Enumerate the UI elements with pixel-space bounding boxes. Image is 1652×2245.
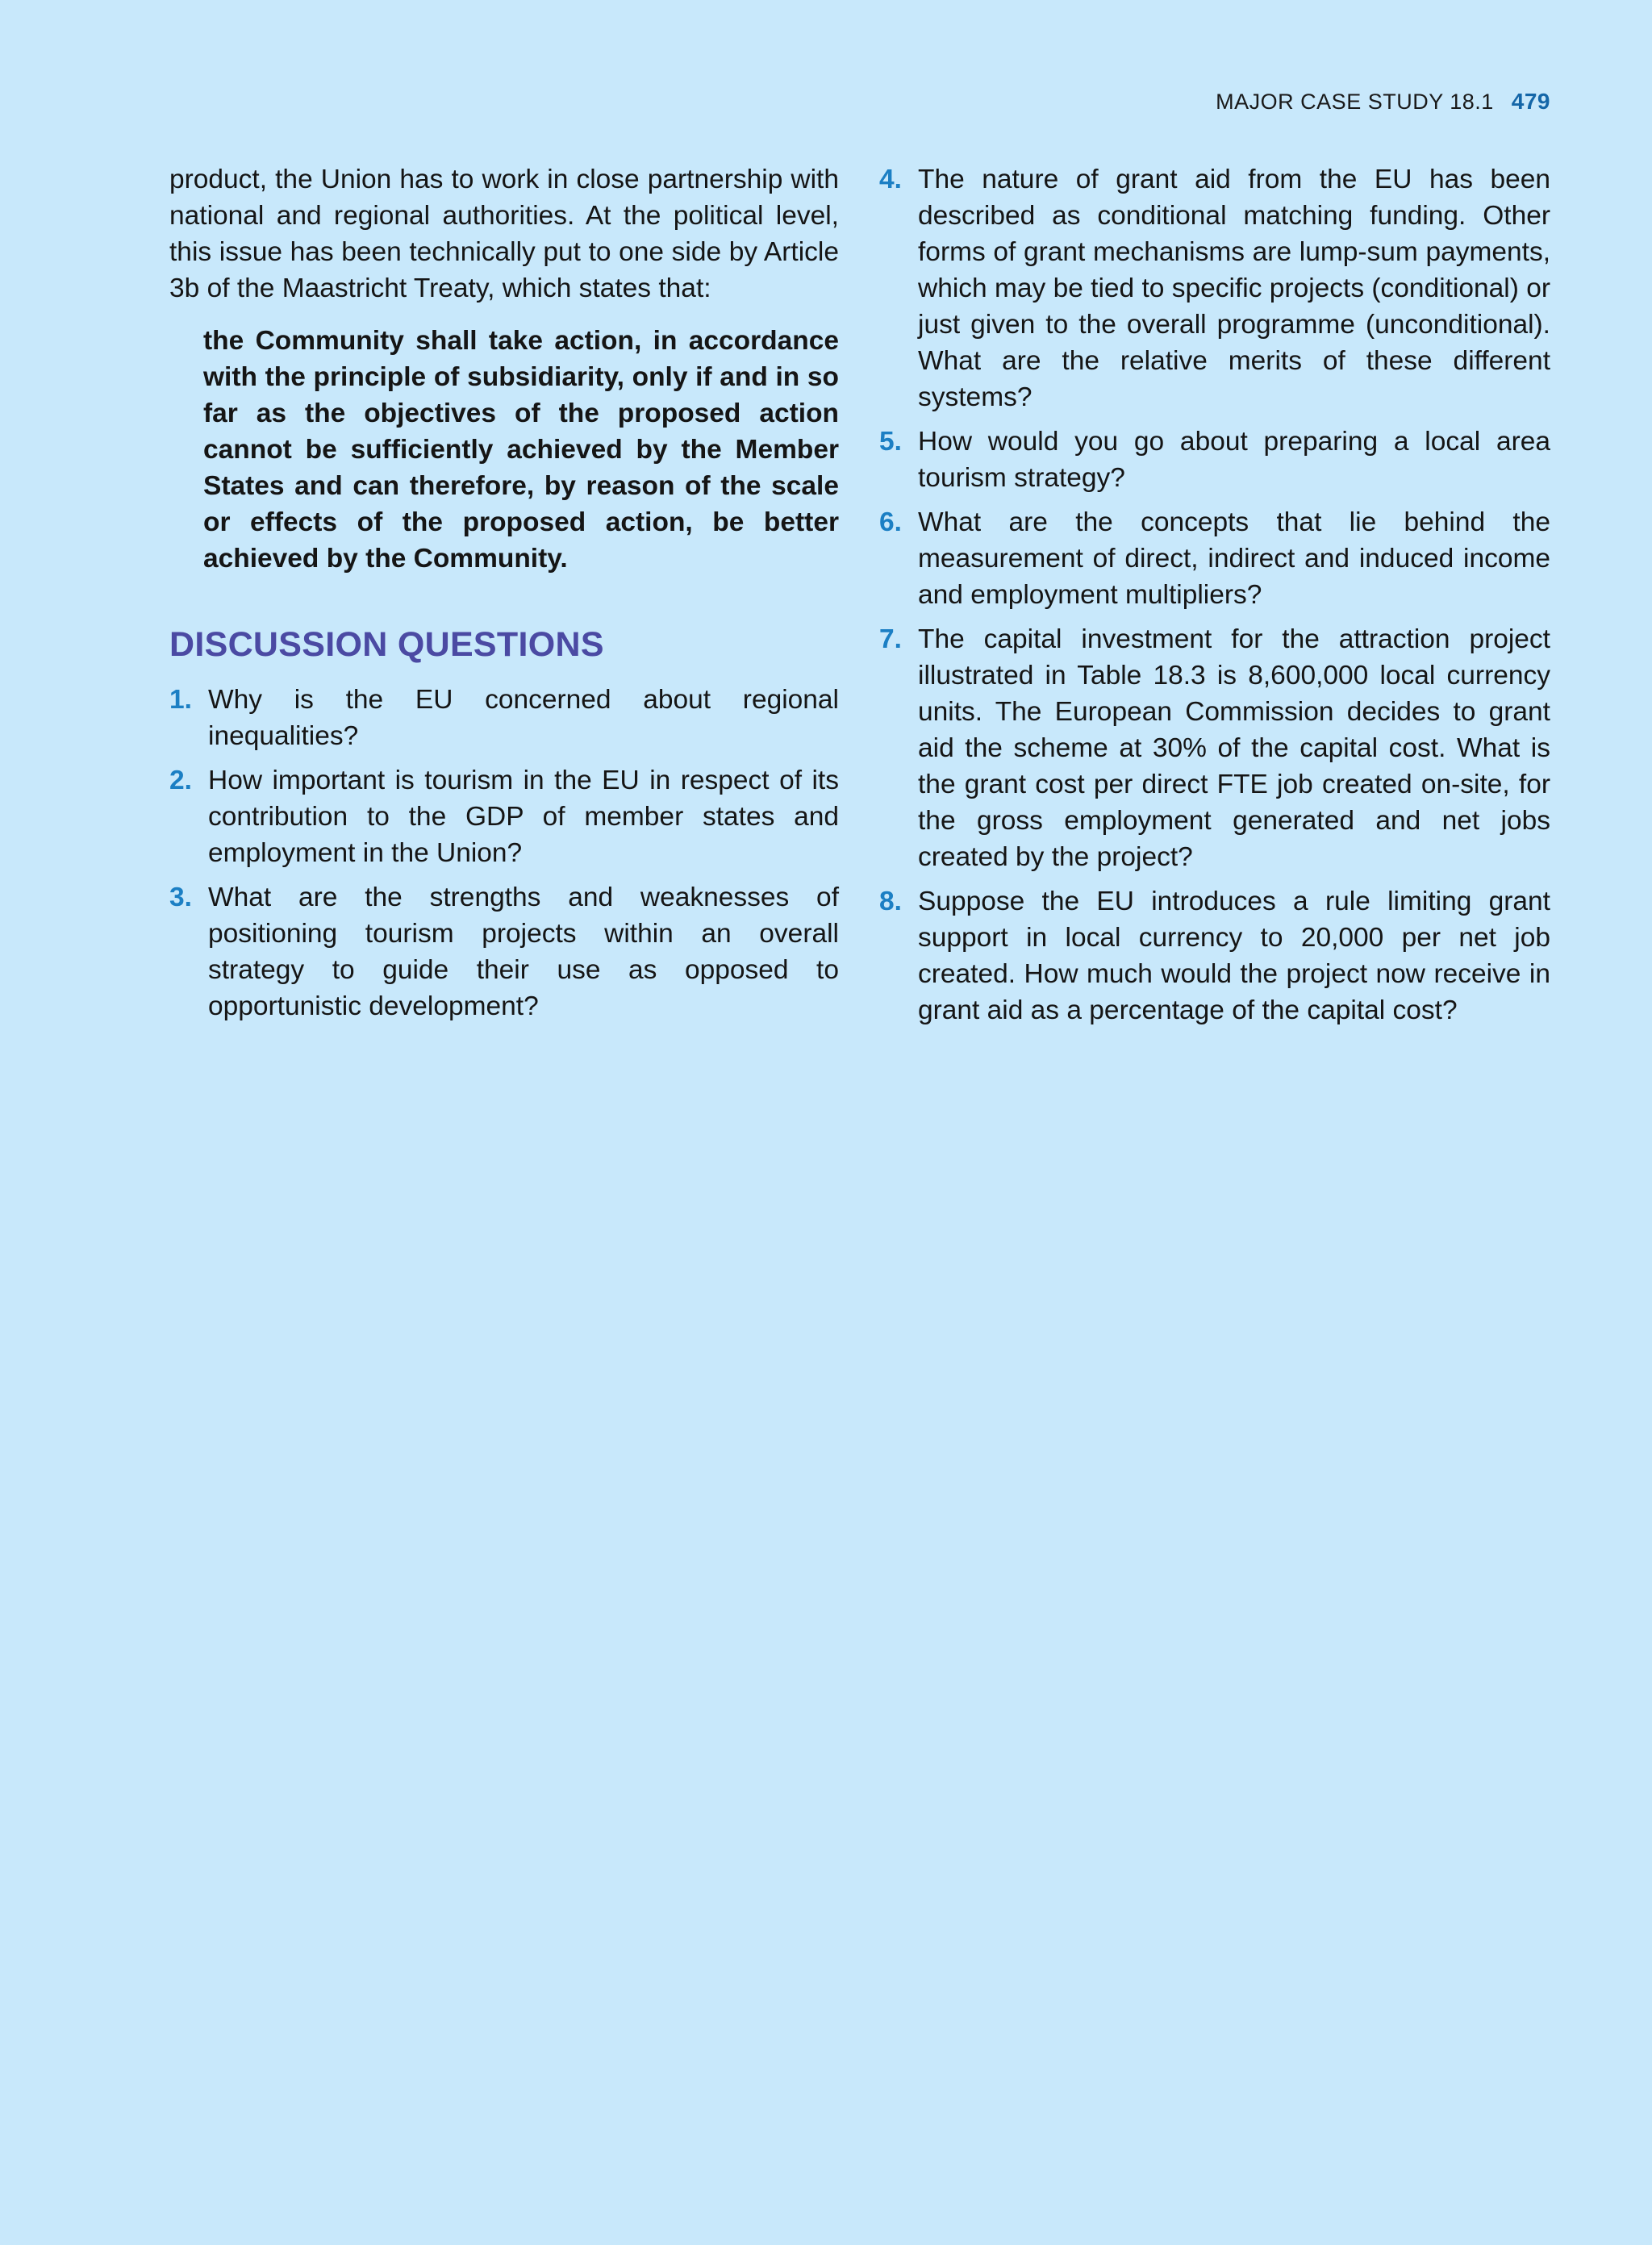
treaty-quote: the Community shall take action, in accordance with the principle of subsidiarity, only if and in so far as the objectives of the proposed action cannot be sufficiently achieved by the Member States and can therefore, by reason of the scale or effects of the proposed action, be better achieved by the Community. bbox=[203, 326, 839, 574]
question-number: 7. bbox=[879, 624, 902, 654]
question-number: 8. bbox=[879, 887, 902, 916]
section-heading: DISCUSSION QUESTIONS bbox=[169, 625, 604, 664]
question-number: 6. bbox=[879, 507, 902, 537]
right-column bbox=[879, 161, 1550, 1037]
question-item bbox=[879, 424, 1550, 496]
question-number: 4. bbox=[879, 165, 902, 194]
question-text: Why is the EU concerned about regional inequalities? bbox=[208, 685, 839, 751]
left-column bbox=[169, 161, 839, 1033]
question-text: What are the concepts that lie behind the measurement of direct, indirect and induced income and employment multipliers? bbox=[918, 507, 1550, 610]
question-item bbox=[169, 879, 839, 1024]
question-text: The nature of grant aid from the EU has been described as conditional matching funding. Other forms of grant mechanisms are lump-sum payments, which may be tied to specific projects (conditional) or just given to the overall programme (unconditional). What are the relative merits of these different systems? bbox=[918, 165, 1550, 412]
running-header bbox=[1216, 89, 1550, 115]
question-item bbox=[879, 621, 1550, 875]
question-text: How important is tourism in the EU in respect of its contribution to the GDP of member states and employment in the Union? bbox=[208, 766, 839, 868]
question-number: 3. bbox=[169, 883, 192, 912]
intro-paragraph: product, the Union has to work in close partnership with national and regional authorities. At the political level, this issue has been technically put to one side by Article 3b of the Maastricht Treaty, which states that: bbox=[169, 165, 839, 303]
question-item bbox=[879, 883, 1550, 1029]
question-number: 1. bbox=[169, 685, 192, 715]
question-text: Suppose the EU introduces a rule limiting grant support in local currency to 20,000 per net job created. How much would the project now receive in grant aid as a percentage of the capital cost? bbox=[918, 887, 1550, 1025]
question-text: What are the strengths and weaknesses of positioning tourism projects within an overall strategy to guide their use as opposed to opportunistic development? bbox=[208, 883, 839, 1021]
page-number: 479 bbox=[1511, 89, 1550, 114]
question-list-right bbox=[879, 161, 1550, 1029]
question-list-left bbox=[169, 682, 839, 1024]
question-number: 2. bbox=[169, 766, 192, 795]
question-item bbox=[169, 762, 839, 871]
question-item bbox=[879, 161, 1550, 415]
running-title: MAJOR CASE STUDY 18.1 bbox=[1216, 90, 1494, 114]
question-text: The capital investment for the attraction project illustrated in Table 18.3 is 8,600,000 local currency units. The European Commission decides to grant aid the scheme at 30% of the capital cost. What is the grant cost per direct FTE job created on-site, for the gross employment generated and net jobs created by the project? bbox=[918, 624, 1550, 872]
question-number: 5. bbox=[879, 427, 902, 457]
question-text: How would you go about preparing a local area tourism strategy? bbox=[918, 427, 1550, 493]
question-item bbox=[169, 682, 839, 754]
question-item bbox=[879, 504, 1550, 613]
